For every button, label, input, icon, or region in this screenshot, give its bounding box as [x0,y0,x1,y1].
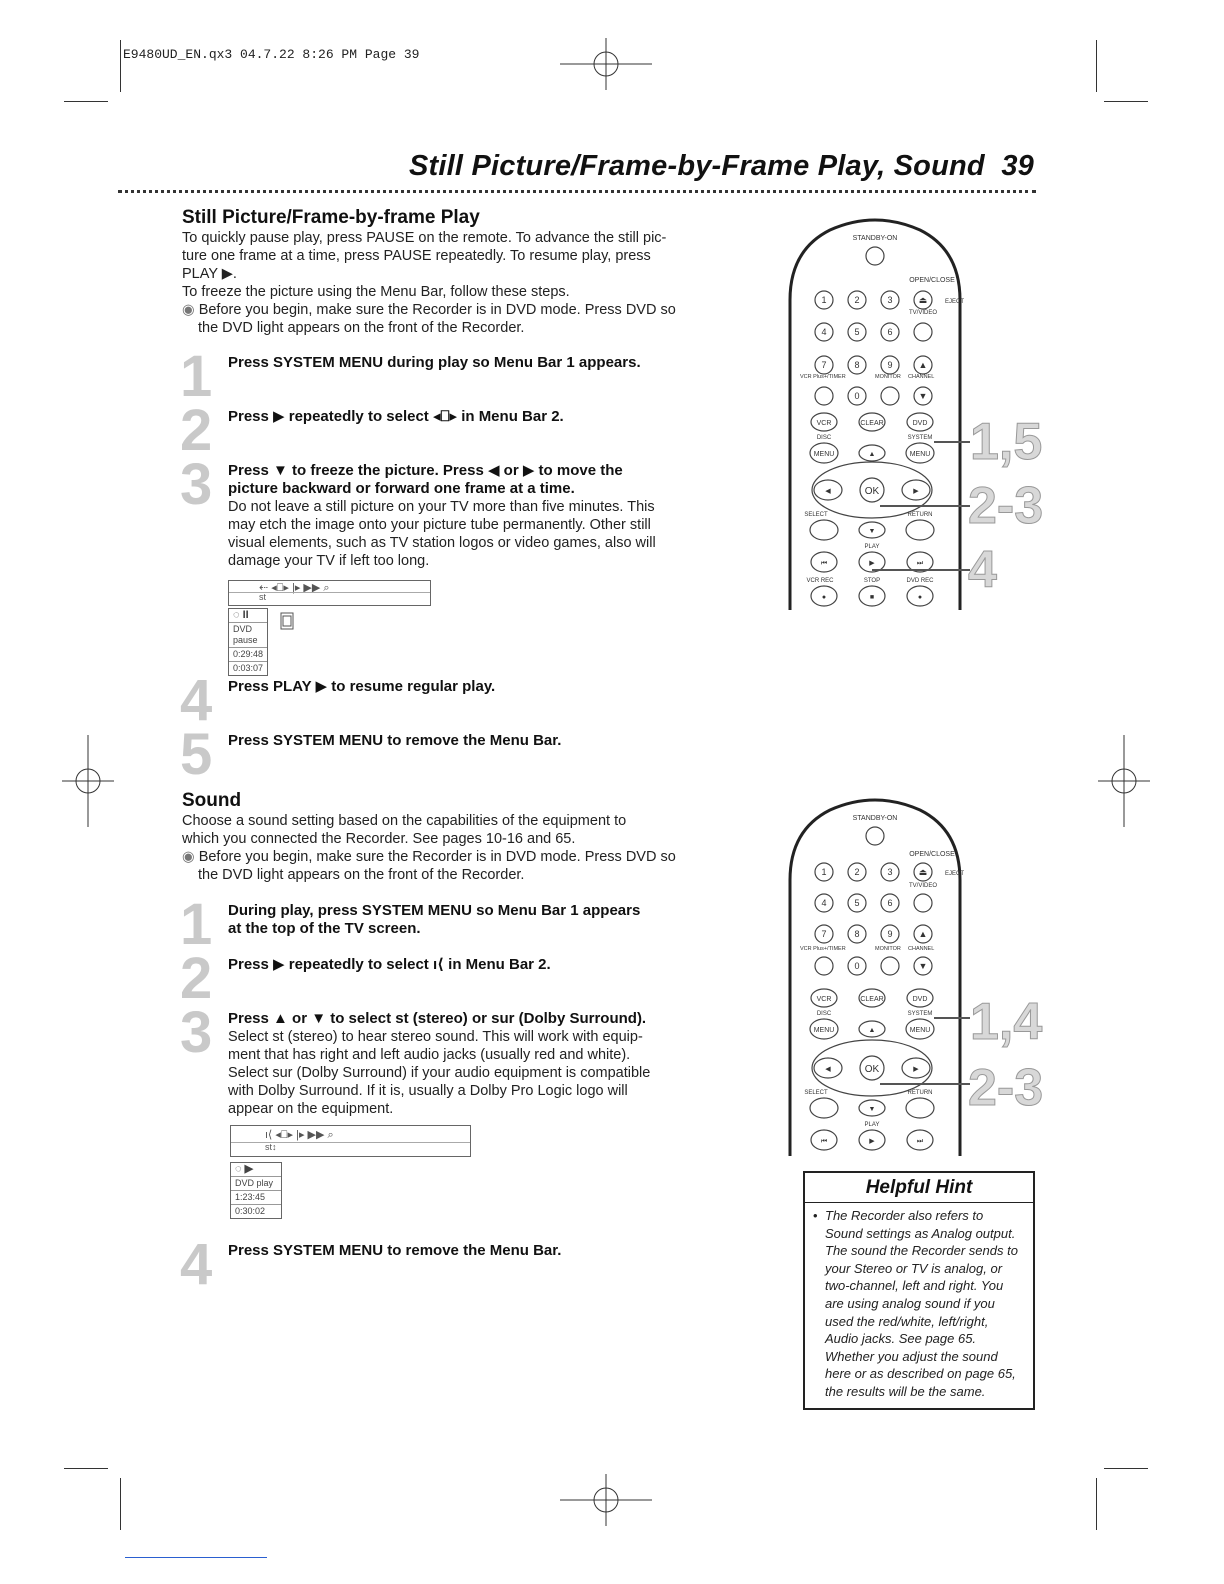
callout-label: 1,5 [970,413,1043,471]
hint-line: the results will be the same. [825,1383,986,1399]
crop-mark [120,1478,121,1530]
label-menu: MENU [813,1027,835,1034]
step-body-line: visual elements, such as TV station logos or video games, also will [228,535,656,551]
step-body-line: appear on the equipment. [228,1101,394,1117]
channel-down-icon: ▼ [918,961,928,971]
next-icon: ⏭ [916,560,924,567]
step-title: Press ▶ repeatedly to select ◂⎕▸ in Menu Bar 2. [228,408,564,425]
label-dvd: DVD [912,996,928,1003]
hint-line: two-channel, left and right. You [825,1278,1004,1294]
helpful-hint-box [803,1171,1035,1410]
label-monitor: MONITOR [875,946,901,952]
step-title-line: During play, press SYSTEM MENU so Menu Bar 1 appears [228,902,641,919]
step-title-line: Press ▼ to freeze the picture. Press ◀ or ▶ to move the [228,462,623,479]
osd-time: 0:29:48 [229,647,267,661]
hint-line: The sound the Recorder sends to [825,1243,1018,1259]
step-body [228,1028,698,1118]
still-intro [182,229,712,301]
label-channel: CHANNEL [908,374,935,380]
label-menu: MENU [813,451,835,458]
label-num: 5 [854,898,860,908]
step-title: Press ▶ repeatedly to select ı⟨ in Menu Bar 2. [228,956,551,973]
osd-status: DVD play [231,1176,281,1190]
step-body-line: may etch the image onto your picture tube permanently. Other still [228,517,651,533]
step-body-line: Select st (stereo) to hear stereo sound. This will work with equip- [228,1029,643,1045]
next-icon: ⏭ [916,1138,924,1145]
label-clear: CLEAR [860,420,884,427]
hint-line: Whether you adjust the sound [825,1348,998,1364]
label-monitor: MONITOR [875,374,901,380]
bullet-dot-icon: ◉ [182,302,195,318]
label-num: 4 [821,898,827,908]
osd-time: 1:23:45 [231,1190,281,1204]
step-number: 1 [180,344,213,409]
power-icon [866,827,884,845]
osd-time: 0:03:07 [229,661,267,675]
step-body-line: with Dolby Surround. If it is, usually a Dolby Pro Logic logo will [228,1083,628,1099]
label-select: SELECT [804,1090,828,1096]
label-num: 7 [821,360,827,370]
osd-time: 0:30:02 [231,1204,281,1218]
label-return: RETURN [907,1090,933,1096]
callout-label: 2-3 [968,477,1044,535]
label-num: 2 [854,867,860,877]
hint-line: used the red/white, left/right, [825,1313,989,1329]
menu-bar-sub: st [259,592,267,602]
hint-body [805,1203,1033,1401]
label-tvvideo: TV/VIDEO [908,310,938,316]
label-num: 1 [821,295,827,305]
bullet-dot-icon: ◉ [182,849,195,865]
label-num: 1 [821,867,827,877]
still-intro-line: To quickly pause play, press PAUSE on the remote. To advance the still pic- [182,230,667,246]
hint-line: here or as described on page 65, [825,1366,1016,1382]
label-num: 6 [887,327,893,337]
osd-status-box [228,608,268,676]
label-disc: DISC [816,435,832,441]
hint-title: Helpful Hint [805,1173,1033,1203]
label-ok: OK [864,1064,880,1075]
label-standby: STANDBY-ON [852,815,898,822]
page-title-text: Still Picture/Frame-by-Frame Play, Sound [409,150,985,182]
step-number: 2 [180,398,213,463]
file-slug: E9480UD_EN.qx3 04.7.22 8:26 PM Page 39 [123,47,420,62]
sound-intro-line: Choose a sound setting based on the capabilities of the equipment to [182,813,627,829]
label-num: 4 [821,327,827,337]
registration-mark-bottom [560,1474,652,1526]
eject-icon: ⏏ [918,867,928,877]
label-system: SYSTEM [907,435,933,441]
sound-intro [182,812,712,848]
osd-mode: ◌ ▶ [235,1163,254,1175]
osd-status: DVD pause [229,622,267,647]
hint-line: your Stereo or TV is analog, or [825,1260,1003,1276]
label-num: 5 [854,327,860,337]
label-openclose: OPEN/CLOSE [909,851,955,858]
registration-mark-left [62,735,114,827]
label-dvdrec: DVD REC [906,578,934,584]
sound-bullet-line: Before you begin, make sure the Recorder is in DVD mode. Press DVD so [198,849,676,865]
menu-bar-icons: ı⟨ ◂⎕▸ |▸ ▶▶ ⌕ [265,1129,334,1141]
hint-line: Audio jacks. See page 65. [825,1331,977,1347]
still-bullet-line: Before you begin, make sure the Recorder is in DVD mode. Press DVD so [198,302,676,318]
up-arrow-icon: ▲ [868,451,876,458]
label-num: 2 [854,295,860,305]
still-intro-line: PLAY ▶. [182,266,237,282]
still-heading: Still Picture/Frame-by-frame Play [182,207,480,228]
sound-bullet-line: the DVD light appears on the front of the Recorder. [198,867,525,883]
label-num: 0 [854,391,860,401]
label-num: 3 [887,295,893,305]
crop-mark [1096,1478,1097,1530]
title-rule [118,190,1036,193]
step-title: Press SYSTEM MENU during play so Menu Bar 1 appears. [228,354,641,371]
registration-mark-right [1098,735,1150,827]
step-body [228,498,688,570]
step-body-line: ment that has right and left audio jacks (usually red and white). [228,1047,631,1063]
step-body-line: damage your TV if left too long. [228,553,430,569]
left-arrow-icon: ◀ [825,1066,831,1073]
step-title-line: picture backward or forward one frame at a time. [228,480,575,497]
step-title: Press SYSTEM MENU to remove the Menu Bar. [228,732,562,749]
label-channel: CHANNEL [908,946,935,952]
step-number: 4 [180,668,213,733]
sound-heading: Sound [182,790,242,811]
label-vcrrec: VCR REC [806,578,834,584]
still-intro-line: To freeze the picture using the Menu Bar, follow these steps. [182,284,570,300]
label-select: SELECT [804,512,828,518]
osd-mode: ◌ II [233,609,249,621]
label-num: 7 [821,929,827,939]
label-ok: OK [864,486,880,497]
right-arrow-icon: ▶ [913,1066,919,1073]
step-title [228,902,688,938]
step-title [228,462,688,498]
label-num: 9 [887,929,893,939]
label-eject: EJECT [945,871,965,877]
crop-mark [1104,101,1148,102]
step-body-line: Select sur (Dolby Surround) if your audio equipment is compatible [228,1065,651,1081]
label-num: 6 [887,898,893,908]
stop-icon: ■ [869,594,875,601]
record-icon: ● [821,594,827,601]
step-title: Press SYSTEM MENU to remove the Menu Bar. [228,1242,562,1259]
step-title-line: at the top of the TV screen. [228,920,421,937]
label-menu: MENU [909,451,931,458]
callout-label: 4 [968,541,997,599]
channel-up-icon: ▲ [918,360,928,370]
down-arrow-icon: ▼ [868,1106,876,1113]
hint-bullet: • [813,1208,818,1223]
step-body-line: Do not leave a still picture on your TV more than five minutes. This [228,499,655,515]
label-num: 9 [887,360,893,370]
frame-icon [280,612,294,630]
crop-mark [120,40,121,92]
page-title [409,150,1034,183]
label-disc: DISC [816,1011,832,1017]
down-arrow-icon: ▼ [868,528,876,535]
record-icon: ● [917,594,923,601]
crop-mark [64,1468,108,1469]
label-num: 8 [854,360,860,370]
sound-intro-line: which you connected the Recorder. See pages 10-16 and 65. [182,831,576,847]
channel-down-icon: ▼ [918,391,928,401]
label-vcrplus: VCR Plus+/TIMER [800,946,846,952]
registration-mark-top [560,38,652,90]
label-num: 0 [854,961,860,971]
label-vcr: VCR [816,996,832,1003]
label-standby: STANDBY-ON [852,235,898,242]
label-dvd: DVD [912,420,928,427]
hint-line: are using analog sound if you [825,1295,995,1311]
channel-up-icon: ▲ [918,929,928,939]
label-stop: STOP [863,578,881,584]
crop-mark [64,101,108,102]
remote-illustration-2 [780,790,970,1156]
label-num: 8 [854,929,860,939]
label-return: RETURN [907,512,933,518]
label-vcr: VCR [816,420,832,427]
step-number: 3 [180,452,213,517]
label-menu: MENU [909,1027,931,1034]
play-icon: ▶ [869,1138,875,1145]
step-title: Press PLAY ▶ to resume regular play. [228,678,496,695]
sound-bullet [182,848,712,884]
step-number: 2 [180,946,213,1011]
step-number: 3 [180,1000,213,1065]
up-arrow-icon: ▲ [868,1027,876,1034]
menu-bar-icons: ⇠ ◂⎕▸ |▸ ▶▶ ⌕ [259,582,330,594]
remote-illustration-1 [780,210,970,610]
label-vcrplus: VCR Plus+/TIMER [800,374,846,380]
menu-bar-illustration [228,580,431,606]
step-number: 1 [180,892,213,957]
eject-icon: ⏏ [918,295,928,305]
label-play: PLAY [864,1122,880,1128]
label-openclose: OPEN/CLOSE [909,277,955,284]
hint-line: Sound settings as Analog output. [825,1225,1016,1241]
prev-icon: ⏮ [820,1138,828,1145]
crop-mark [1104,1468,1148,1469]
callout-label: 2-3 [968,1059,1044,1117]
step-title: Press ▲ or ▼ to select st (stereo) or sur (Dolby Surround). [228,1010,647,1027]
callout-label: 1,4 [970,993,1043,1051]
power-icon [866,247,884,265]
label-eject: EJECT [945,299,965,305]
right-arrow-icon: ▶ [913,488,919,495]
label-num: 3 [887,867,893,877]
label-system: SYSTEM [907,1011,933,1017]
prev-icon: ⏮ [820,560,828,567]
menu-bar-sub: st↕ [265,1142,277,1152]
still-bullet-line: the DVD light appears on the front of the Recorder. [198,320,525,336]
step-number: 4 [180,1232,213,1297]
play-icon: ▶ [869,560,875,567]
still-intro-line: ture one frame at a time, press PAUSE repeatedly. To resume play, press [182,248,651,264]
label-tvvideo: TV/VIDEO [908,883,938,889]
still-bullet [182,301,712,337]
menu-bar-illustration [230,1125,471,1157]
hint-line: The Recorder also refers to [825,1208,984,1223]
left-arrow-icon: ◀ [825,488,831,495]
step-number: 5 [180,722,213,787]
crop-mark [1096,40,1097,92]
osd-status-box [230,1162,282,1219]
page-number: 39 [1001,150,1034,182]
label-clear: CLEAR [860,996,884,1003]
label-play: PLAY [864,544,880,550]
bottom-rule [125,1557,267,1558]
